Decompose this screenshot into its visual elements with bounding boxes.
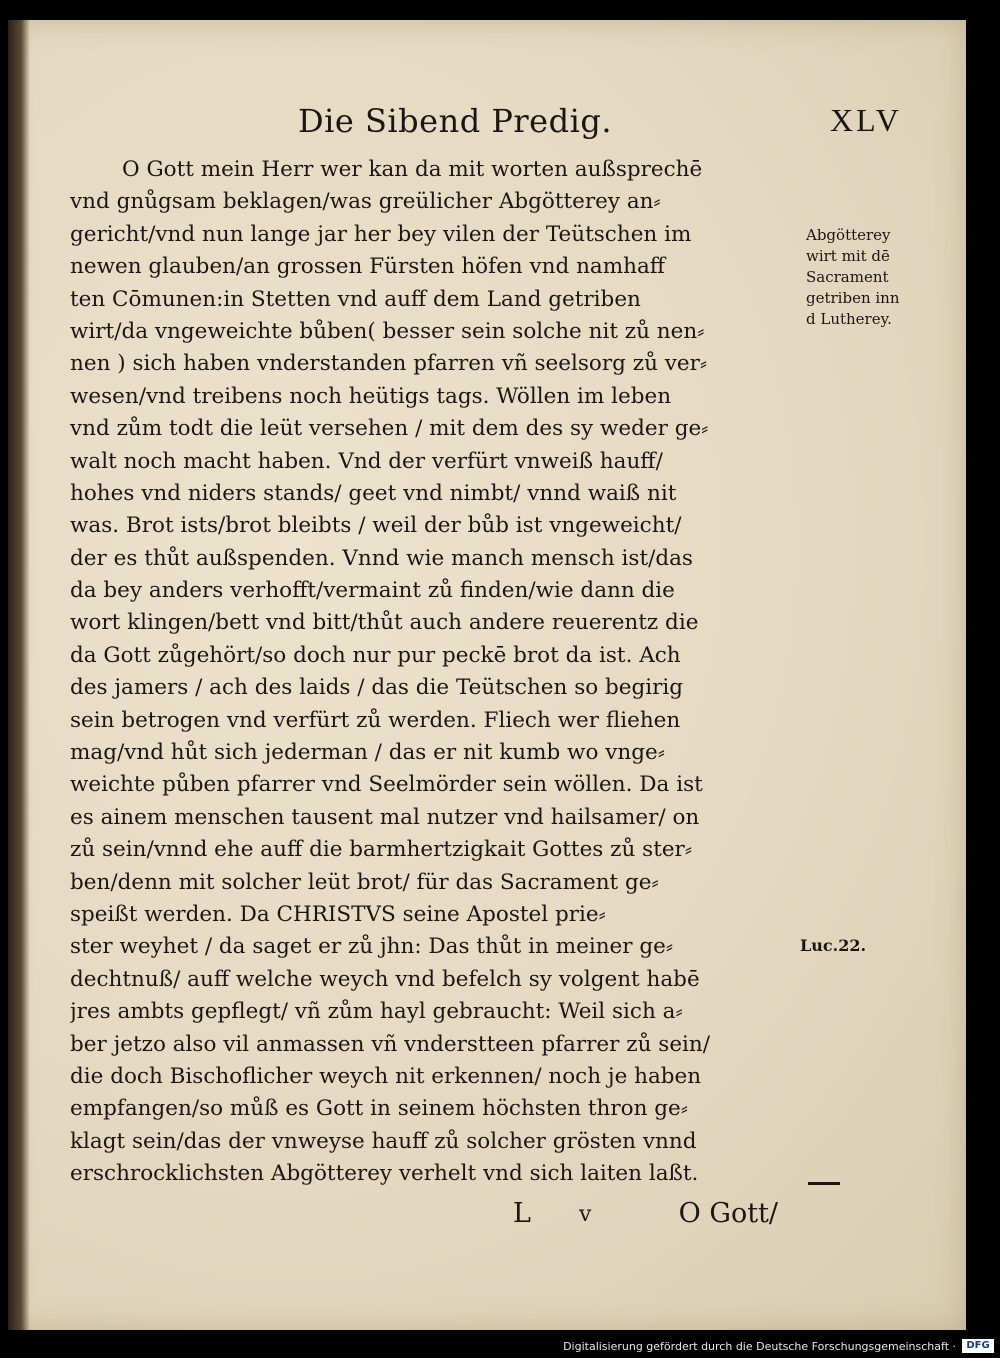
text-line: ber jetzo also vil anmassen vñ vnderstteen pfarrer zů sein/ xyxy=(70,1031,711,1057)
text-line: nen ) sich haben vnderstanden pfarren vñ seelsorg zů ver⸗ xyxy=(70,351,708,377)
text-line: des jamers / ach des laids / das die Teütschen so begirig xyxy=(70,675,684,701)
text-line: walt noch macht haben. Vnd der verfürt vnweiß hauff/ xyxy=(70,448,663,474)
text-line: erschrocklichsten Abgötterey verhelt vnd sich laiten laßt. xyxy=(70,1161,699,1187)
text-line: dechtnuß/ auff welche weych vnd befelch sy volgent habē xyxy=(70,966,700,992)
main-text-block xyxy=(70,154,805,1191)
folio-number: XLV xyxy=(830,102,902,138)
book-spine-shadow xyxy=(8,20,30,1330)
text-line: O Gott mein Herr wer kan da mit worten außsprechē xyxy=(122,157,703,182)
signature-number: v xyxy=(579,1202,592,1227)
text-line: ster weyhet / da saget er zů jhn: Das thůt in meiner ge⸗ xyxy=(70,934,674,960)
text-line: wesen/vnd treibens noch heütigs tags. Wöllen im leben xyxy=(70,383,672,409)
text-line: da Gott zůgehört/so doch nur pur peckē brot da ist. Ach xyxy=(70,642,681,668)
marginal-note-line: Sacrament xyxy=(806,268,889,286)
text-line: wirt/da vngeweichte bůben( besser sein solche nit zů nen⸗ xyxy=(70,318,705,344)
text-line: sein betrogen vnd verfürt zů werden. Fliech wer fliehen xyxy=(70,707,681,733)
text-line: der es thůt außspenden. Vnnd wie manch mensch ist/das xyxy=(70,545,693,571)
text-line: was. Brot ists/brot bleibts / weil der bůb ist vngeweicht/ xyxy=(70,513,682,539)
text-line: es ainem menschen tausent mal nutzer vnd hailsamer/ on xyxy=(70,804,700,830)
running-title: Die Sibend Predig. xyxy=(298,102,612,140)
text-line: klagt sein/das der vnweyse hauff zů solcher grösten vnnd xyxy=(70,1128,697,1154)
marginal-note-line: wirt mit dē xyxy=(806,247,890,265)
text-line: weichte půben pfarrer vnd Seelmörder sein wöllen. Da ist xyxy=(70,772,703,798)
text-line: wort klingen/bett vnd bitt/thůt auch andere reuerentz die xyxy=(70,610,699,636)
text-line: speißt werden. Da CHRISTVS seine Apostel prie⸗ xyxy=(70,901,606,927)
text-line: zů sein/vnnd ehe auff die barmhertzigkait Gottes zů ster⸗ xyxy=(70,837,692,863)
text-line: ten Cōmunen:in Stetten vnd auff dem Land getriben xyxy=(70,286,641,312)
marginal-note xyxy=(806,225,936,330)
text-line: gericht/vnd nun lange jar her bey vilen der Teütschen im xyxy=(70,221,692,247)
catchword: O Gott/ xyxy=(678,1198,778,1229)
marginal-dash-mark xyxy=(808,1182,840,1185)
signature-letter: L xyxy=(513,1198,531,1229)
text-line: hohes vnd niders stands/ geet vnd nimbt/ vnnd waiß nit xyxy=(70,480,677,506)
text-line: empfangen/so můß es Gott in seinem höchsten thron ge⸗ xyxy=(70,1096,688,1122)
text-line: mag/vnd hůt sich jederman / das er nit kumb wo vnge⸗ xyxy=(70,740,665,766)
book-page xyxy=(8,20,966,1330)
marginal-reference: Luc.22. xyxy=(800,936,867,955)
text-line: jres ambts gepflegt/ vñ zům hayl gebraucht: Weil sich a⸗ xyxy=(70,999,683,1025)
catchline xyxy=(513,1198,778,1238)
text-line: newen glauben/an grossen Fürsten höfen vnd namhaff xyxy=(70,254,666,280)
text-line: ben/denn mit solcher leüt brot/ für das Sacrament ge⸗ xyxy=(70,869,659,895)
text-line: vnd zům todt die leüt versehen / mit dem des sy weder ge⸗ xyxy=(70,416,709,442)
footer-bar xyxy=(0,1335,1000,1358)
text-line: vnd gnůgsam beklagen/was greülicher Abgötterey an⸗ xyxy=(70,189,661,215)
funding-text: Digitalisierung gefördert durch die Deutsche Forschungsgemeinschaft · xyxy=(563,1340,956,1353)
text-line: da bey anders verhofft/vermaint zů finden/wie dann die xyxy=(70,578,675,604)
marginal-note-line: getriben inn xyxy=(806,289,900,307)
marginal-note-line: Abgötterey xyxy=(806,226,891,244)
dfg-logo: DFG xyxy=(962,1339,994,1353)
text-line: die doch Bischoflicher weych nit erkennen/ noch je haben xyxy=(70,1063,702,1089)
marginal-note-line: d Lutherey. xyxy=(806,310,892,328)
